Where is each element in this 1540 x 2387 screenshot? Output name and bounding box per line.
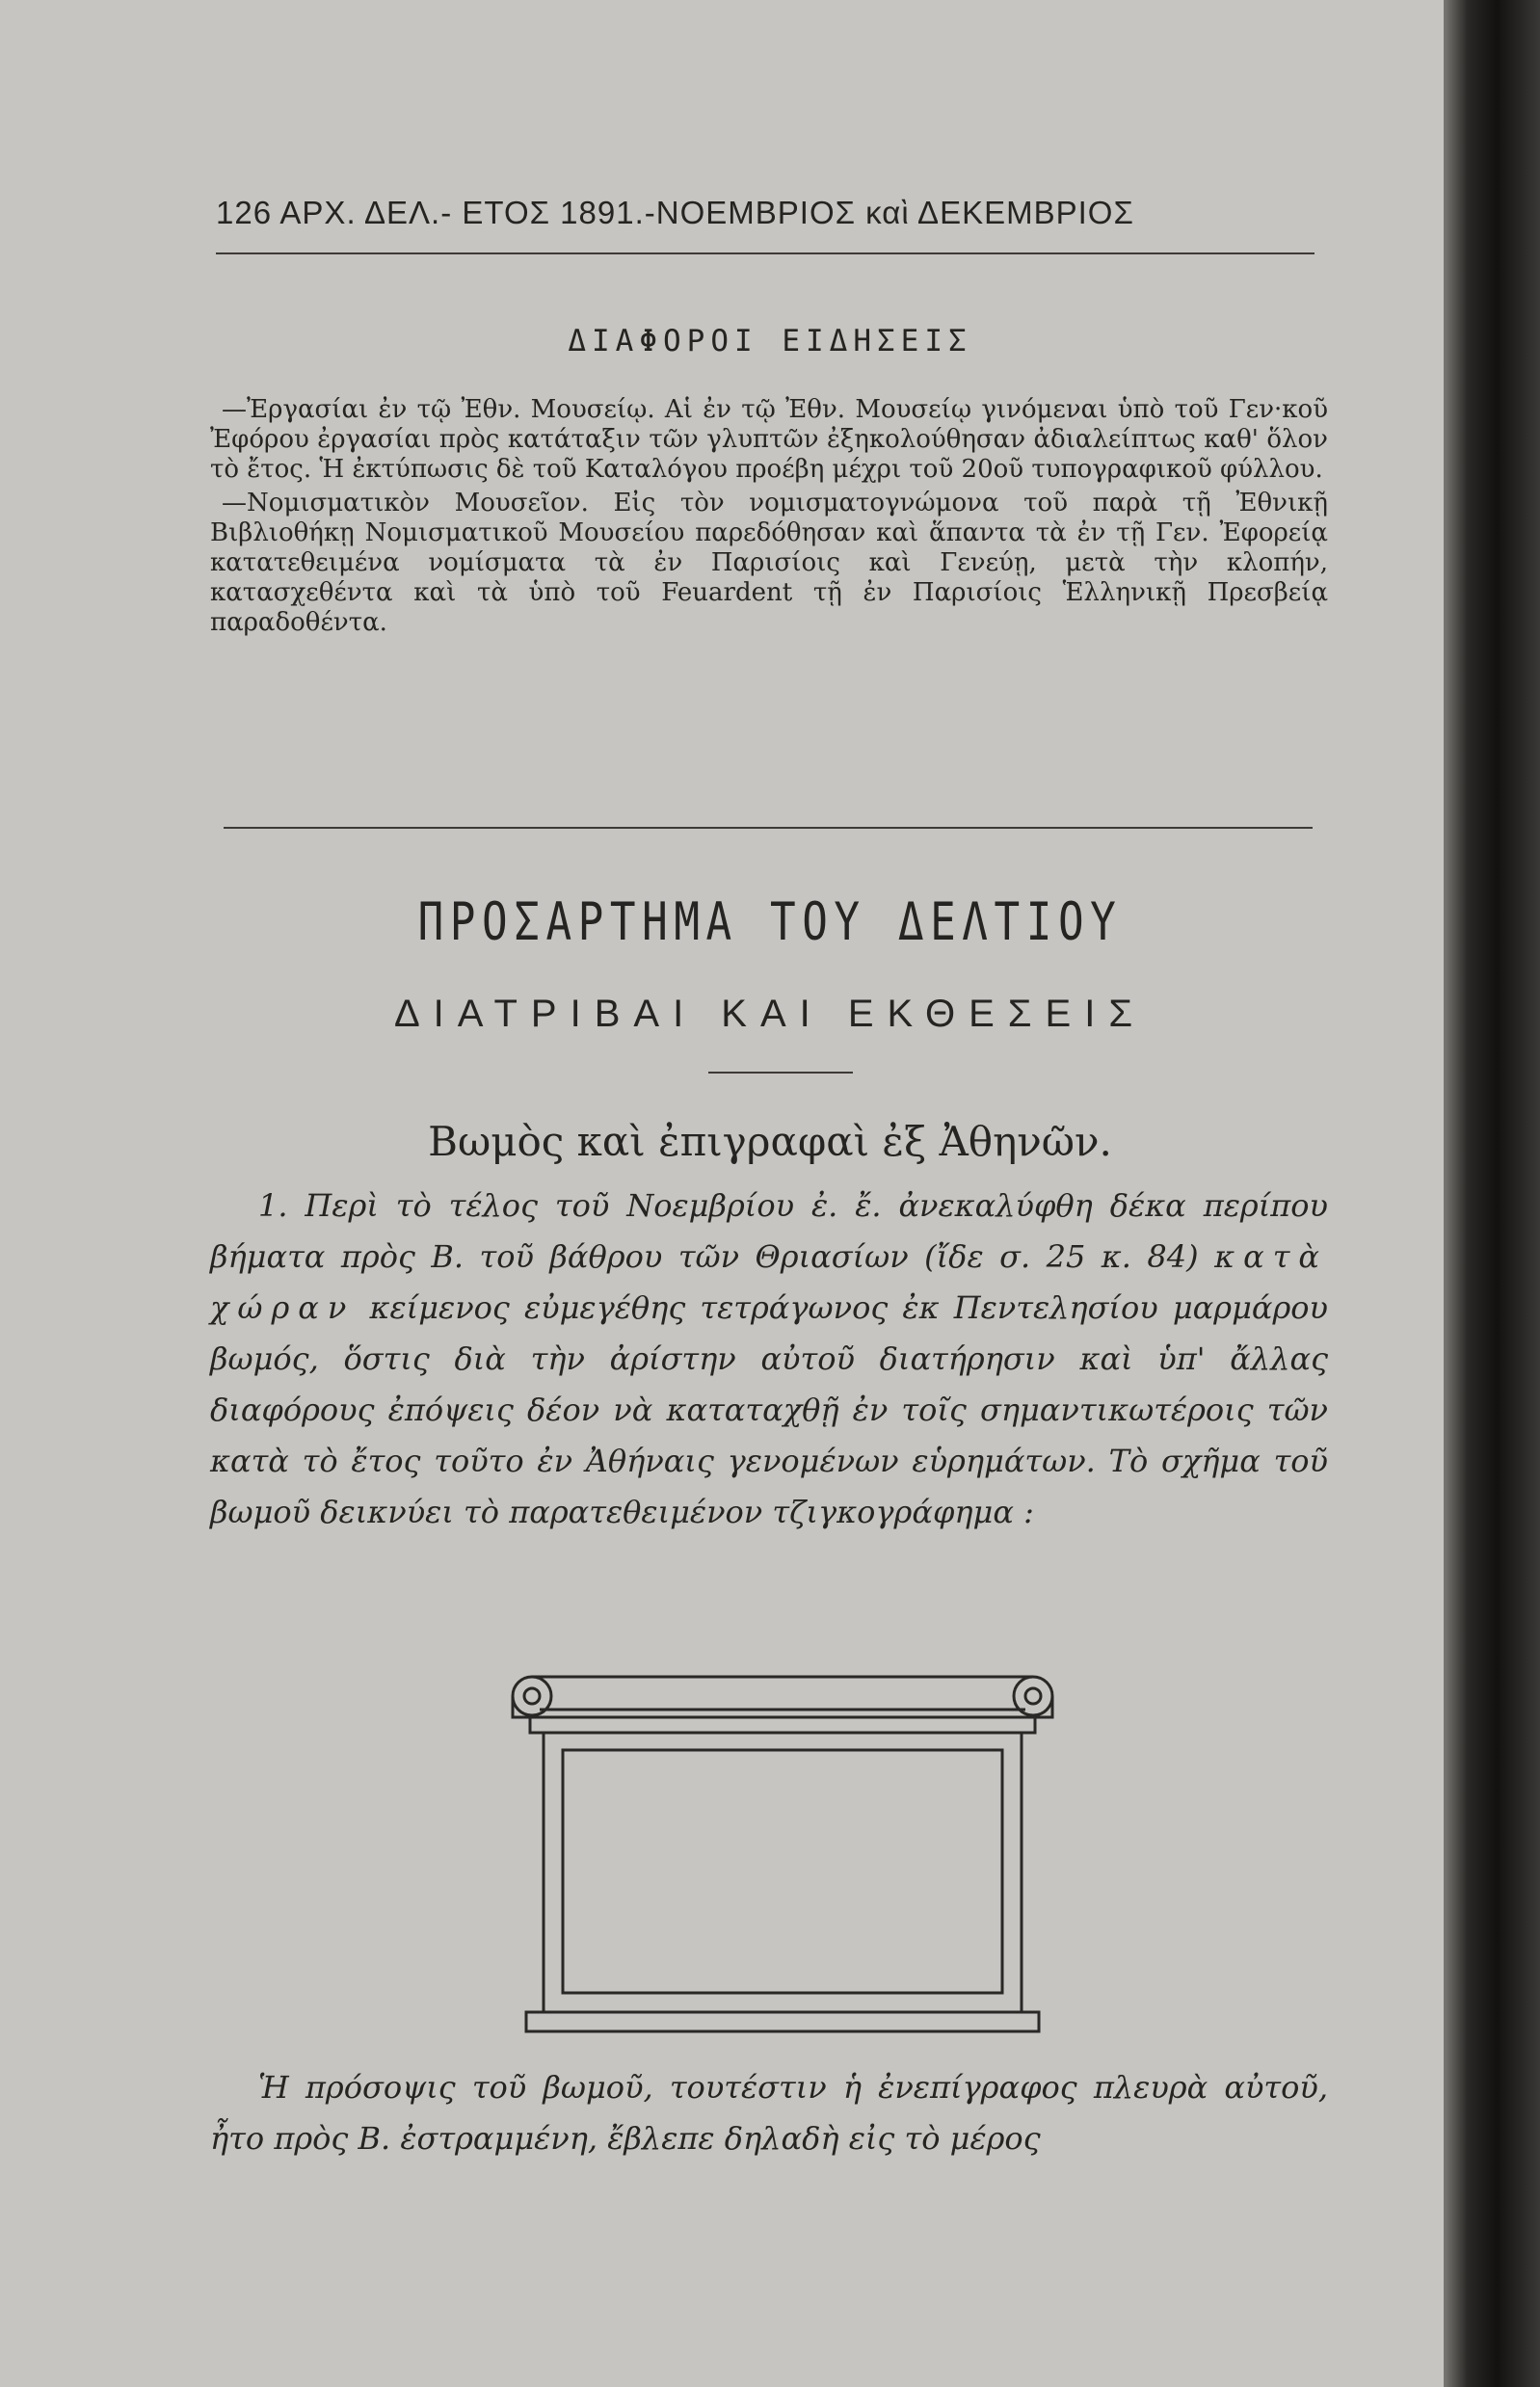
spaced-phrase: κατὰ χώραν <box>210 1238 1329 1326</box>
appendix-subtitle: ΔΙΑΤΡΙΒΑΙ ΚΑΙ ΕΚΘΕΣΕΙΣ <box>393 993 1147 1035</box>
article-paragraph-2 <box>210 2062 1328 2164</box>
running-head: 126 ΑΡΧ. ΔΕΛ.- ΕΤΟΣ 1891.-ΝΟΕΜΒΡΙΟΣ καὶ ΔΕΚΕΜΒΡΙΟΣ <box>216 195 1134 230</box>
altar-drawing <box>501 1658 1060 2043</box>
article-title: Βωμὸς καὶ ἐπιγραφαὶ ἐξ Ἀθηνῶν. <box>428 1118 1112 1165</box>
header-rule <box>216 252 1314 254</box>
altar-base <box>526 2012 1039 2031</box>
appendix-rule <box>708 1072 853 1074</box>
news-section-title: ΔΙΑΦΟΡΟΙ ΕΙΔΗΣΕΙΣ <box>568 324 972 358</box>
paragraph-text <box>210 1180 1328 1538</box>
section-divider <box>224 827 1313 829</box>
altar-panel <box>563 1750 1002 1993</box>
altar-body <box>544 1733 1022 2012</box>
news-section <box>210 395 1328 638</box>
article-paragraph-1 <box>210 1180 1328 1538</box>
paragraph-text: Ἡ πρόσοψις τοῦ βωμοῦ, τουτέστιν ἡ ἐνεπίγραφος πλευρὰ αὐτοῦ, ἦτο πρὸς Β. ἐστραμμένη, ἔβλεπε δηλαδὴ εἰς τὸ μέρος <box>210 2069 1328 2157</box>
paragraph-text-end: κείμενος εὐμεγέθης τετράγωνος ἐκ Πεντελησίου μαρμάρου βωμός, ὅστις διὰ τὴν ἀρίστην αὐτοῦ διατήρησιν καὶ ὑπ' ἄλλας διαφόρους ἐπόψεις δέον νὰ καταταχθῇ ἐν τοῖς σημαντικωτέροις τῶν κατὰ τὸ ἔτος τοῦτο ἐν Ἀθήναις γενομένων εὑρημάτων. Τὸ σχῆμα τοῦ βωμοῦ δεικνύει τὸ παρατεθειμένον τζιγκογράφημα : <box>210 1289 1328 1530</box>
news-paragraph: —Νομισματικὸν Μουσεῖον. Εἰς τὸν νομισματογνώμονα τοῦ παρὰ τῇ Ἐθνικῇ Βιβλιοθήκῃ Νομισματικοῦ Μουσείου παρεδόθησαν καὶ ἅπαντα τὰ ἐν τῇ Γεν. Ἐφορείᾳ κατατεθειμένα νομίσματα τὰ ἐν Παρισίοις καὶ Γενεύῃ, μετὰ τὴν κλοπήν, κατασχεθέντα καὶ τὰ ὑπὸ τοῦ Feuardent τῇ ἐν Παρισίοις Ἑλληνικῇ Πρεσβείᾳ παραδοθέντα. <box>210 489 1328 637</box>
news-paragraph: —Ἐργασίαι ἐν τῷ Ἐθν. Μουσείῳ. Αἱ ἐν τῷ Ἐθν. Μουσείῳ γινόμεναι ὑπὸ τοῦ Γεν·κοῦ Ἐφόρου ἐργασίαι πρὸς κατάταξιν τῶν γλυπτῶν ἐξηκολούθησαν ἀδιαλείπτως καθ' ὅλον τὸ ἔτος. Ἡ ἐκτύπωσις δὲ τοῦ Καταλόγου προέβη μέχρι τοῦ 20οῦ τυπογραφικοῦ φύλλου. <box>210 395 1328 484</box>
appendix-title: ΠΡΟΣΑΡΤΗΜΑ ΤΟΥ ΔΕΛΤΙΟΥ <box>417 891 1123 952</box>
paragraph-text-start: 1. Περὶ τὸ τέλος τοῦ Νοεμβρίου ἐ. ἔ. ἀνεκαλύφθη δέκα περίπου βήματα πρὸς Β. τοῦ βάθρου τῶν Θριασίων (ἴδε σ. 25 κ. 84) <box>210 1187 1328 1275</box>
book-spine-shadow <box>1444 0 1540 2387</box>
altar-cornice <box>513 1677 1052 1717</box>
